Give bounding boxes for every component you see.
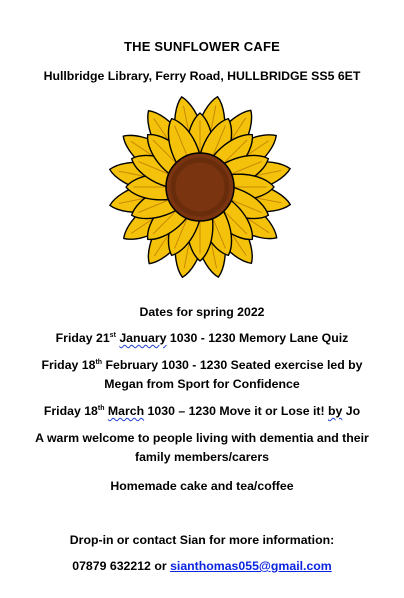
event-1 (0, 330, 404, 346)
event-2-host: Megan from Sport for Confidence (104, 377, 300, 391)
event-2-day: Friday 18 (41, 358, 96, 372)
event-3-by: by (327, 404, 343, 418)
event-3-day: Friday 18 (43, 404, 98, 418)
contact-or: or (154, 559, 167, 573)
event-2-suffix: th (95, 359, 103, 366)
sunflower-icon (96, 91, 308, 281)
email-link[interactable]: sianthomas055@gmail.com (170, 559, 332, 573)
venue-address: Hullbridge Library, Ferry Road, HULLBRIDGE SS5 6ET (43, 69, 361, 83)
event-1-month: January (119, 331, 167, 345)
cafe-title: THE SUNFLOWER CAFE (124, 39, 280, 54)
event-3-time: 1030 – 1230 Move it or Lose it! (147, 404, 325, 418)
event-1-time: 1030 - 1230 (169, 331, 236, 345)
sunflower-center (166, 153, 234, 221)
welcome-line-1: A warm welcome to people living with dementia and their (35, 431, 369, 445)
event-2-details: February 1030 - 1230 Seated exercise led by (105, 358, 363, 372)
contact-phone: 07879 632212 (72, 559, 151, 573)
welcome-line-2: family members/carers (135, 450, 269, 464)
event-3-suffix: th (97, 405, 105, 412)
event-3-host: Jo (345, 404, 361, 418)
event-2 (0, 357, 404, 373)
event-1-suffix: st (109, 332, 116, 339)
event-3 (0, 403, 404, 419)
dates-heading: Dates for spring 2022 (139, 305, 265, 319)
contact-lead: Drop-in or contact Sian for more information: (69, 533, 335, 547)
event-1-day: Friday 21 (55, 331, 110, 345)
event-1-activity: Memory Lane Quiz (238, 331, 349, 345)
contact-line (0, 558, 404, 574)
refreshments-text: Homemade cake and tea/coffee (110, 479, 294, 493)
event-3-month: March (107, 404, 145, 418)
